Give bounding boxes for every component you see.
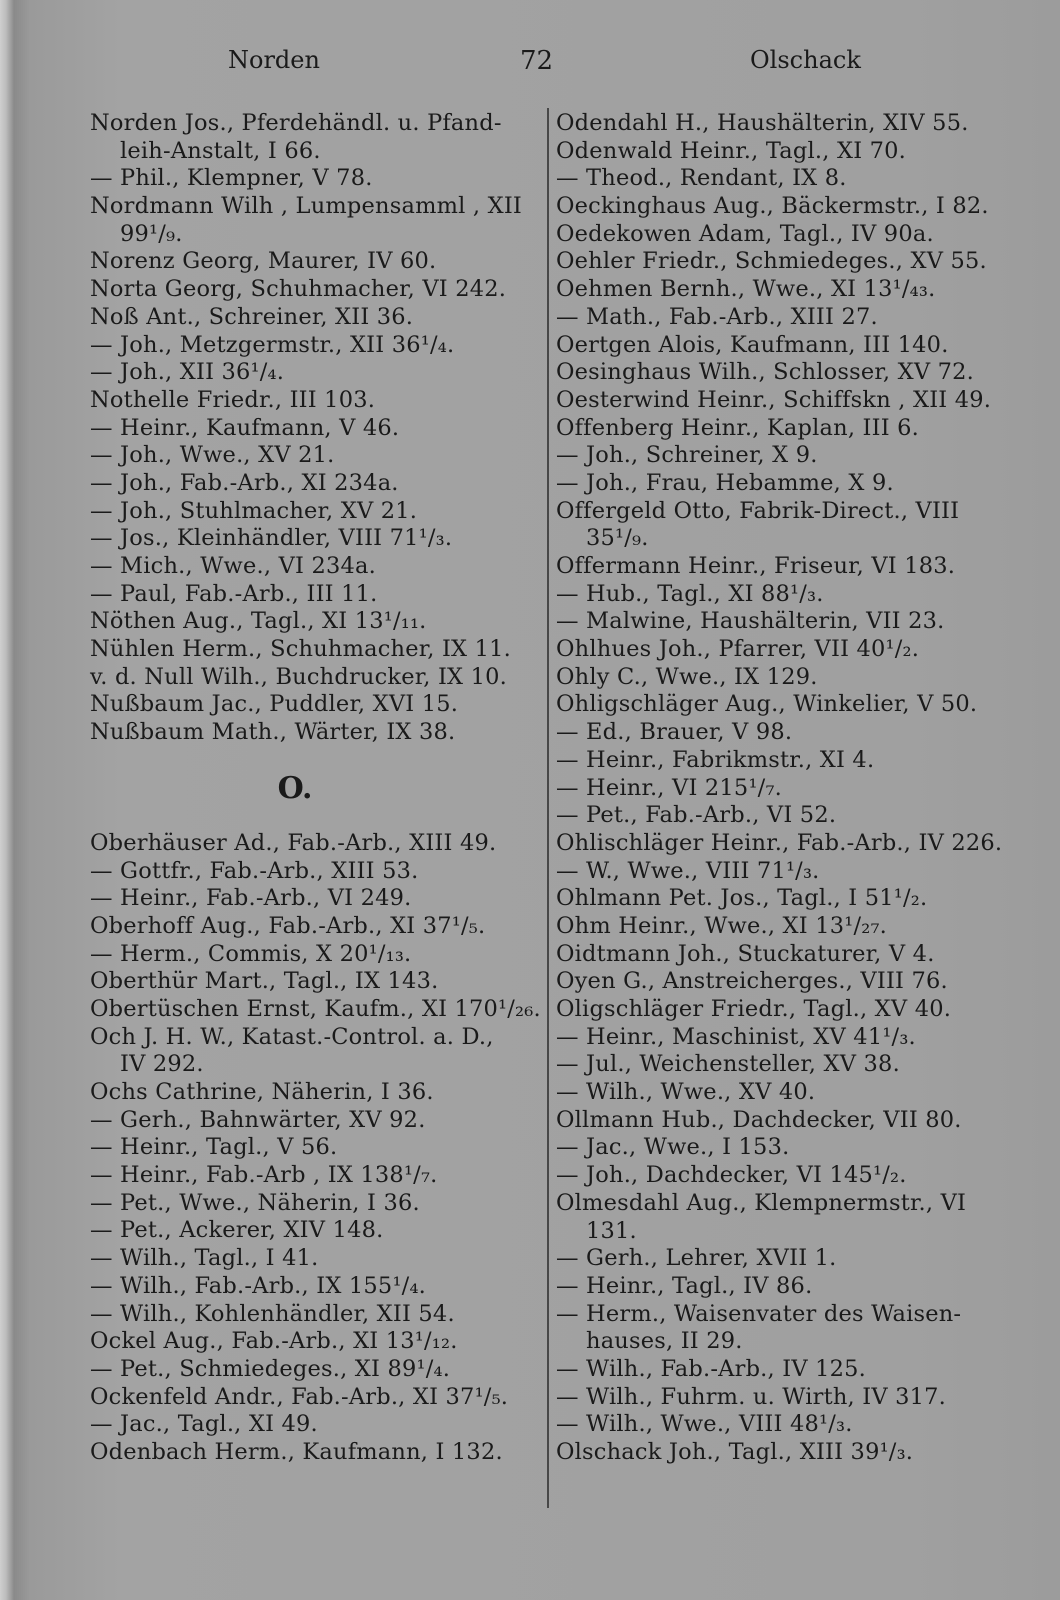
directory-entry: Oesterwind Heinr., Schiffskn , XII 49.: [556, 386, 992, 413]
directory-entry: Nothelle Friedr., III 103.: [90, 386, 376, 413]
directory-entry: — Malwine, Haushälterin, VII 23.: [556, 608, 945, 635]
directory-entry: Nußbaum Math., Wärter, IX 38.: [90, 719, 456, 746]
directory-entry: Oidtmann Joh., Stuckaturer, V 4.: [556, 940, 935, 967]
directory-entry: — Wilh., Kohlenhändler, XII 54.: [90, 1300, 455, 1327]
directory-entry: — Math., Fab.-Arb., XIII 27.: [556, 303, 878, 330]
directory-entry-continuation: leih-Anstalt, I 66.: [120, 137, 321, 164]
left-column: [90, 110, 540, 1467]
header-first-entry: Norden: [228, 46, 320, 74]
directory-entry: — Wilh., Fuhrm. u. Wirth, IV 317.: [556, 1383, 947, 1410]
directory-entry: Ockenfeld Andr., Fab.-Arb., XI 37¹/₅.: [90, 1383, 509, 1410]
directory-entry: — Paul, Fab.-Arb., III 11.: [90, 580, 378, 607]
directory-entry: Ohly C., Wwe., IX 129.: [556, 663, 818, 690]
directory-entry-continuation: 35¹/₉.: [586, 525, 649, 552]
directory-entry: Oedekowen Adam, Tagl., IV 90a.: [556, 220, 934, 247]
directory-entry-continuation: 99¹/₉.: [120, 220, 183, 247]
directory-entry: — Jac., Wwe., I 153.: [556, 1134, 790, 1161]
directory-entry: — Gottfr., Fab.-Arb., XIII 53.: [90, 857, 419, 884]
section-heading: O.: [277, 770, 313, 806]
directory-entry: Noß Ant., Schreiner, XII 36.: [90, 303, 414, 330]
directory-entry: Ohlmann Pet. Jos., Tagl., I 51¹/₂.: [556, 885, 928, 912]
directory-entry: — Joh., Wwe., XV 21.: [90, 442, 335, 469]
directory-entry-continuation: IV 292.: [120, 1051, 204, 1078]
directory-entry: — Wilh., Wwe., XV 40.: [556, 1079, 816, 1106]
directory-entry: — Heinr., Kaufmann, V 46.: [90, 414, 400, 441]
directory-entry: — Wilh., Fab.-Arb., IX 155¹/₄.: [90, 1272, 427, 1299]
directory-entry: Offermann Heinr., Friseur, VI 183.: [556, 553, 956, 579]
directory-entry: — Pet., Wwe., Näherin, I 36.: [90, 1189, 420, 1216]
directory-entry: — Wilh., Tagl., I 41.: [90, 1245, 319, 1272]
directory-entry: Oeckinghaus Aug., Bäckermstr., I 82.: [556, 193, 989, 220]
directory-entry: — Ed., Brauer, V 98.: [556, 719, 793, 746]
directory-entry: Odendahl H., Haushälterin, XIV 55.: [556, 110, 969, 136]
directory-entry: — Joh., Metzgermstr., XII 36¹/₄.: [90, 331, 455, 358]
directory-entry: Odenwald Heinr., Tagl., XI 70.: [556, 137, 907, 164]
book-binding-edge: [0, 0, 14, 1600]
directory-entry: — Wilh., Wwe., VIII 48¹/₃.: [556, 1411, 853, 1438]
directory-entry: Nordmann Wilh , Lumpensamml , XII: [90, 193, 523, 220]
directory-entry: — Joh., Fab.-Arb., XI 234a.: [90, 469, 399, 496]
directory-entry: — W., Wwe., VIII 71¹/₃.: [556, 857, 820, 884]
directory-entry: — Heinr., Maschinist, XV 41¹/₃.: [556, 1023, 916, 1050]
directory-entry: — Hub., Tagl., XI 88¹/₃.: [556, 580, 824, 607]
directory-entry: Ohligschläger Aug., Winkelier, V 50.: [556, 691, 978, 718]
directory-entry: — Pet., Schmiedeges., XI 89¹/₄.: [90, 1355, 451, 1382]
directory-entry: — Mich., Wwe., VI 234a.: [90, 553, 376, 579]
directory-entry: — Jos., Kleinhändler, VIII 71¹/₃.: [90, 525, 453, 552]
directory-entry: — Jul., Weichensteller, XV 38.: [556, 1051, 900, 1078]
directory-entry: — Herm., Waisenvater des Waisen-: [556, 1300, 962, 1327]
directory-entry: Oberhoff Aug., Fab.-Arb., XI 37¹/₅.: [90, 912, 486, 939]
directory-entry: — Pet., Ackerer, XIV 148.: [90, 1217, 384, 1244]
directory-entry: — Phil., Klempner, V 78.: [90, 165, 373, 192]
directory-entry: Norden Jos., Pferdehändl. u. Pfand-: [90, 110, 502, 136]
directory-entry: Odenbach Herm., Kaufmann, I 132.: [90, 1438, 503, 1465]
directory-entry: — Pet., Fab.-Arb., VI 52.: [556, 802, 837, 829]
directory-entry: — Wilh., Fab.-Arb., IV 125.: [556, 1355, 867, 1382]
directory-entry-continuation: 131.: [586, 1217, 637, 1244]
directory-entry: Nühlen Herm., Schuhmacher, IX 11.: [90, 636, 511, 663]
directory-entry: — Joh., XII 36¹/₄.: [90, 359, 285, 386]
directory-entry: — Heinr., Fab.-Arb., VI 249.: [90, 885, 412, 912]
directory-entry: Ockel Aug., Fab.-Arb., XI 13¹/₁₂.: [90, 1328, 458, 1355]
directory-entry: — Heinr., Fabrikmstr., XI 4.: [556, 746, 875, 773]
directory-entry: Oyen G., Anstreicherges., VIII 76.: [556, 968, 948, 995]
directory-entry: — Heinr., Tagl., V 56.: [90, 1134, 338, 1161]
directory-entry: Norta Georg, Schuhmacher, VI 242.: [90, 276, 507, 303]
directory-entry: Oertgen Alois, Kaufmann, III 140.: [556, 331, 949, 358]
directory-entry: Norenz Georg, Maurer, IV 60.: [90, 248, 437, 275]
directory-entry: Oehmen Bernh., Wwe., XI 13¹/₄₃.: [556, 276, 936, 303]
directory-entry: Nöthen Aug., Tagl., XI 13¹/₁₁.: [90, 608, 427, 635]
directory-entry: Oehler Friedr., Schmiedeges., XV 55.: [556, 248, 987, 275]
directory-entry: Obertüschen Ernst, Kaufm., XI 170¹/₂₆.: [90, 995, 541, 1022]
directory-entry: Och J. H. W., Katast.-Control. a. D.,: [90, 1023, 494, 1050]
directory-entry: — Heinr., VI 215¹/₇.: [556, 774, 783, 801]
directory-entry: Olschack Joh., Tagl., XIII 39¹/₃.: [556, 1439, 914, 1465]
directory-entry: Ohlhues Joh., Pfarrer, VII 40¹/₂.: [556, 636, 920, 663]
running-header: [0, 46, 1060, 86]
directory-entry: — Jac., Tagl., XI 49.: [90, 1411, 318, 1438]
header-last-entry: Olschack: [750, 46, 861, 74]
directory-entry: Nußbaum Jac., Puddler, XVI 15.: [90, 691, 459, 718]
directory-entry: Offergeld Otto, Fabrik-Direct., VIII: [556, 497, 960, 524]
directory-entry: Ollmann Hub., Dachdecker, VII 80.: [556, 1106, 962, 1133]
directory-entry: Offenberg Heinr., Kaplan, III 6.: [556, 414, 920, 441]
directory-entry: — Heinr., Fab.-Arb , IX 138¹/₇.: [90, 1162, 438, 1189]
directory-entry: — Joh., Stuhlmacher, XV 21.: [90, 497, 418, 524]
directory-entry: Oesinghaus Wilh., Schlosser, XV 72.: [556, 359, 975, 386]
directory-entry: — Gerh., Lehrer, XVII 1.: [556, 1245, 837, 1272]
directory-entry: Ohlischläger Heinr., Fab.-Arb., IV 226.: [556, 829, 1003, 856]
directory-entry: Ochs Cathrine, Näherin, I 36.: [90, 1079, 434, 1105]
directory-entry: Oberhäuser Ad., Fab.-Arb., XIII 49.: [90, 829, 497, 856]
page-number: 72: [520, 46, 554, 76]
directory-entry: — Joh., Dachdecker, VI 145¹/₂.: [556, 1162, 907, 1189]
directory-entry: Ohm Heinr., Wwe., XI 13¹/₂₇.: [556, 912, 888, 939]
directory-entry: — Joh., Schreiner, X 9.: [556, 442, 818, 469]
right-column: [556, 110, 1006, 1467]
directory-entry: Oberthür Mart., Tagl., IX 143.: [90, 968, 439, 995]
directory-entry: — Heinr., Tagl., IV 86.: [556, 1272, 813, 1299]
directory-entry: — Gerh., Bahnwärter, XV 92.: [90, 1106, 426, 1133]
directory-entry: Oligschläger Friedr., Tagl., XV 40.: [556, 996, 952, 1022]
directory-entry: Olmesdahl Aug., Klempnermstr., VI: [556, 1189, 967, 1216]
directory-entry: v. d. Null Wilh., Buchdrucker, IX 10.: [90, 663, 507, 690]
directory-entry: — Herm., Commis, X 20¹/₁₃.: [90, 940, 412, 967]
directory-entry-continuation: hauses, II 29.: [586, 1328, 743, 1355]
directory-entry: — Theod., Rendant, IX 8.: [556, 165, 847, 192]
directory-entry: — Joh., Frau, Hebamme, X 9.: [556, 469, 894, 496]
column-divider: [547, 108, 549, 1508]
